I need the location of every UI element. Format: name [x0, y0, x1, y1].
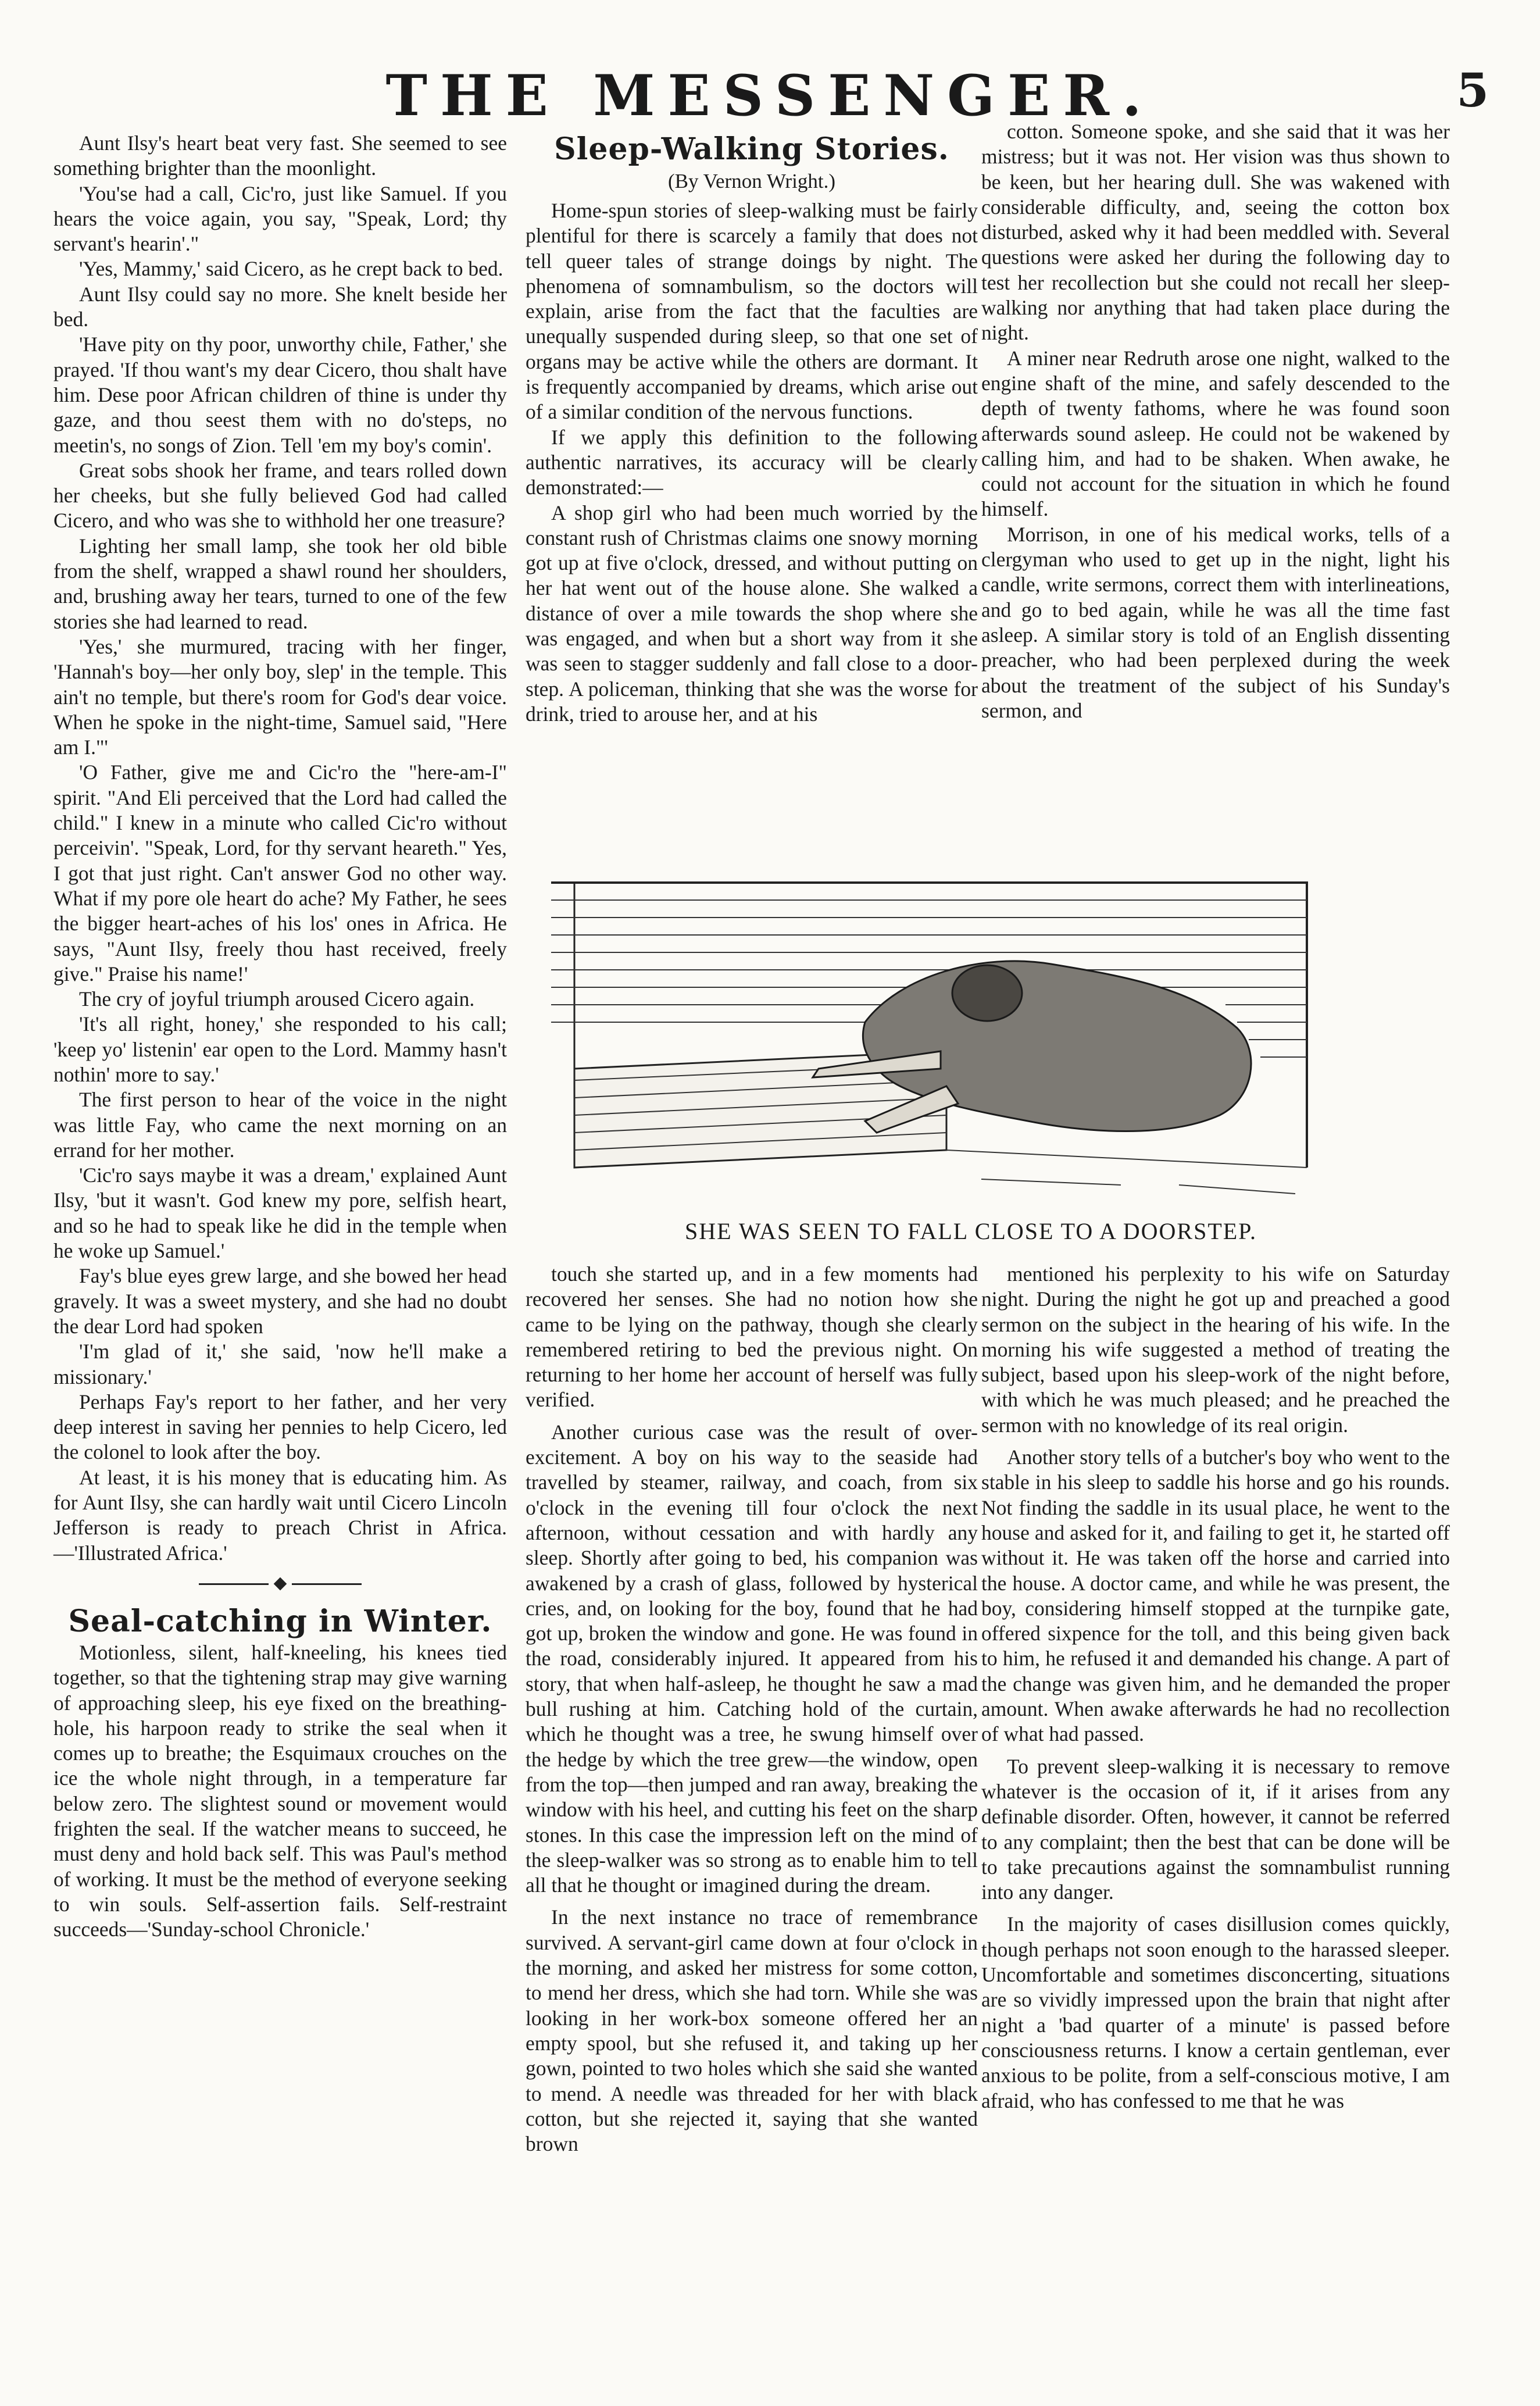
paragraph: 'I'm glad of it,' she said, 'now he'll make a missionary.'	[53, 1340, 507, 1388]
paragraph: touch she started up, and in a few moments had recovered her senses. She had no notion how she came to be lying on the pathway, though she clearly remembered retiring to bed the previous night. On returning to her home her account of herself was fully verified.	[526, 1262, 978, 1412]
paragraph: Great sobs shook her frame, and tears rolled down her cheeks, but she fully believed God had called Cicero, and who was she to withhold her one treasure?	[53, 458, 507, 533]
paragraph: 'Cic'ro says maybe it was a dream,' explained Aunt Ilsy, 'but it wasn't. God knew my pore, selfish heart, and so he had to speak like he did in the temple when he woke up Samuel.'	[53, 1163, 507, 1263]
column-sleep-walking-1	[526, 131, 978, 872]
paragraph: Morrison, in one of his medical works, tells of a clergyman who used to get up in the night, light his candle, write sermons, correct them with interlineations, and go to bed again, while he was all the time fast asleep. A similar story is told of an English dissenting preacher, who had been perplexed during the week about the treatment of the subject of his Sunday's sermon, and	[981, 522, 1450, 722]
paragraph: Motionless, silent, half-kneeling, his knees tied together, so that the tightening strap may give warning of approaching sleep, his eye fixed on the breathing-hole, his harpoon ready to strike the seal when it comes up to breathe; the Esquimaux crouches on the ice the whole night through, in a temperature far below zero. The slightest sound or movement would frighten the seal. If the watcher means to succeed, he must deny and hold back self. This was Paul's method of working. It must be the method of everyone seeking to win souls. Self-assertion fails. Self-restraint succeeds—'Sunday-school Chronicle.'	[53, 1640, 507, 1941]
paragraph: At least, it is his money that is educating him. As for Aunt Ilsy, she can hardly wait until Cicero Lincoln Jefferson is ready to preach Christ in Africa.—'Illustrated Africa.'	[53, 1465, 507, 1565]
seal-catching-title: Seal-catching in Winter.	[68, 1603, 492, 1639]
paragraph: In the majority of cases disillusion comes quickly, though perhaps not soon enough to the harassed sleeper. Uncomfortable and sometimes disconcerting, situations are so vividly impressed upon the brain that night after night a 'bad quarter of a minute' is passed before consciousness returns. I know a certain gentleman, ever anxious to be polite, from a self-conscious motive, I am afraid, who has confessed to me that he was	[981, 1912, 1450, 2112]
paragraph: Aunt Ilsy's heart beat very fast. She seemed to see something brighter than the moonlight.	[53, 131, 507, 180]
paragraph: Home-spun stories of sleep-walking must be fairly plentiful for there is scarcely a family that does not tell queer tales of strange doings by night. The phenomena of somnambulism, so the doctors will explain, arise from the fact that the faculties are unequally suspended during sleep, so that one set of organs may be active while the others are dormant. It is frequently accompanied by dreams, which arise out of a similar condition of the nervous functions.	[526, 199, 978, 424]
column3-text	[981, 119, 1450, 723]
paragraph: To prevent sleep-walking it is necessary to remove whatever is the occasion of it, if it arises from any definable disorder. Often, however, it cannot be referred to any complaint; then the best that can be done will be to take precautions against the somnambulist running into any danger.	[981, 1754, 1450, 1904]
paragraph: mentioned his perplexity to his wife on Saturday night. During the night he got up and preached a good sermon on the subject in the hearing of his wife. In the morning his wife suggested a method of treating the subject, based upon his sleep-work of the night before, with which he was much pleased; and he preached the sermon with no knowledge of its real origin.	[981, 1262, 1450, 1437]
paragraph: Fay's blue eyes grew large, and she bowed her head gravely. It was a sweet mystery, and she had no doubt the dear Lord had spoken	[53, 1264, 507, 1338]
paragraph: A shop girl who had been much worried by the constant rush of Christmas claims one snowy morning got up at five o'clock, dressed, and without putting on her hat went out of the house alone. She walked a distance of over a mile towards the shop where she was engaged, and when but a short way from it she was seen to stagger suddenly and fall close to a door-step. A policeman, thinking that she was the worse for drink, tried to arouse her, and at his	[526, 501, 978, 726]
paragraph: The cry of joyful triumph aroused Cicero again.	[79, 987, 475, 1011]
column1-text	[53, 131, 507, 1566]
paragraph: A miner near Redruth arose one night, walked to the engine shaft of the mine, and safely descended to the depth of twenty fathoms, where he was found soon afterwards sound asleep. He could not be wakened by calling him, and had to be shaken. When awake, he could not account for the situation in which he found himself.	[981, 346, 1450, 521]
illustration-caption: SHE WAS SEEN TO FALL CLOSE TO A DOORSTEP.	[684, 1218, 1257, 1244]
masthead-title: THE MESSENGER.	[385, 63, 1155, 128]
paragraph: If we apply this definition to the following authentic narratives, its accuracy will be clearly demonstrated:—	[526, 425, 978, 499]
paragraph: 'O Father, give me and Cic'ro the "here-am-I" spirit. "And Eli perceived that the Lord had called the child." I knew in a minute who called Cic'ro without perceivin'. "Speak, Lord, for thy servant heareth." Yes, I got that just right. Can't answer God no other way. What if my pore ole heart do ache? My Father, he sees the bigger heart-aches of his los' ones in Africa. He says, "Aunt Ilsy, freely thou hast received, freely give." Praise his name!'	[53, 761, 507, 986]
article-byline: (By Vernon Wright.)	[668, 170, 835, 192]
paragraph: Another curious case was the result of over-excitement. A boy on his way to the seaside had travelled by steamer, railway, and coach, from six o'clock in the evening till four o'clock the next afternoon, without cessation and with hardly any sleep. Shortly after going to bed, his companion was awakened by a crash of glass, followed by hysterical cries, and, on looking for the boy, found that he had got up, broken the window and gone. He was found in the road, considerably injured. It appeared from his story, that when half-asleep, he thought he saw a mad bull rushing at him. Catching hold of the curtain, which he thought was a tree, he swung himself over the hedge by which the tree grew—the window, open from the top—then jumped and ran away, breaking the window with his heel, and cutting his feet on the sharp stones. In this case the impression left on the mind of the sleep-walker was so strong as to enable him to tell all that he thought or imagined during the dream.	[526, 1420, 978, 1897]
column2-text	[526, 198, 978, 727]
article-title: Sleep-Walking Stories.	[554, 131, 949, 167]
column-sleep-walking-3	[526, 1262, 978, 2390]
doorstep-illustration	[539, 877, 1330, 1202]
paragraph: The first person to hear of the voice in the night was little Fay, who came the next morning on an errand for her mother.	[53, 1088, 507, 1162]
paragraph: In the next instance no trace of remembrance survived. A servant-girl came down at four o'clock in the morning, and asked her mistress for some cotton, to mend her dress, which she had torn. While she was looking in her work-box someone offered her an empty spool, but she refused it, and taking up her gown, pointed to two holes which she said she wanted to mend. A needle was threaded for her with black cotton, but she rejected it, saying that she wanted brown	[526, 1905, 978, 2156]
seal-catching-text	[53, 1640, 507, 1943]
column-sleep-walking-4	[981, 1262, 1450, 2390]
paragraph: Aunt Ilsy could say no more. She knelt beside her bed.	[53, 282, 507, 331]
paragraph: cotton. Someone spoke, and she said that it was her mistress; but it was not. Her vision was thus shown to be keen, but her hearing dull. She was wakened with considerable difficulty, and, seeing the cotton box disturbed, asked why it had been meddled with. Several questions were asked her during the following day to test her recollection but she could not recall her sleep-walking nor anything that had taken place during the night.	[981, 120, 1450, 345]
paragraph: Another story tells of a butcher's boy who went to the stable in his sleep to saddle his horse and go his rounds. Not finding the saddle in its usual place, he went to the house and asked for it, and failing to get it, he started off without it. He was taken off the horse and carried into the house. A doctor came, and while he was present, the boy, considering himself stopped at the turnpike gate, offered sixpence for the toll, and this being given back to him, he refused it and demanded his change. A part of the change was given him, and he demanded the proper amount. When awake afterwards he had no recollection of what had passed.	[981, 1445, 1450, 1746]
paragraph: 'Yes,' she murmured, tracing with her finger, 'Hannah's boy—her only boy, slep' in the temple. This ain't no temple, but there's room for God's dear voice. When he spoke in the night-time, Samuel said, "Here am I."'	[53, 634, 507, 759]
paragraph: Perhaps Fay's report to her father, and her very deep interest in saving her pennies to help Cicero, led the colonel to look after the boy.	[53, 1390, 507, 1464]
column-sleep-walking-2	[981, 119, 1450, 875]
column4-text	[526, 1262, 978, 2157]
page-number: 5	[1456, 63, 1489, 117]
paragraph: 'It's all right, honey,' she responded to his call; 'keep yo' listenin' ear open to the Lord. Mammy hasn't nothin' more to say.'	[53, 1012, 507, 1086]
column-aunt-ilsy-story	[53, 131, 507, 2387]
paragraph: Lighting her small lamp, she took her old bible from the shelf, wrapped a shawl round her shoulders, and, brushing away her tears, turned to one of the few stories she had learned to read.	[53, 534, 507, 633]
street-lines	[946, 1150, 1307, 1194]
section-divider-ornament	[53, 1570, 507, 1597]
paragraph: 'Have pity on thy poor, unworthy chile, Father,' she prayed. 'If thou want's my dear Cicero, thou shalt have him. Dese poor African children of thine is under thy gaze, and thou seest them with no do'steps, no meetin's, no songs of Zion. Tell 'em my boy's comin'.	[53, 333, 507, 457]
paragraph: 'You'se had a call, Cic'ro, just like Samuel. If you hears the voice again, you say, "Speak, Lord; thy servant's hearin'."	[53, 181, 507, 256]
column5-text	[981, 1262, 1450, 2114]
paragraph: 'Yes, Mammy,' said Cicero, as he crept back to bed.	[79, 257, 503, 281]
